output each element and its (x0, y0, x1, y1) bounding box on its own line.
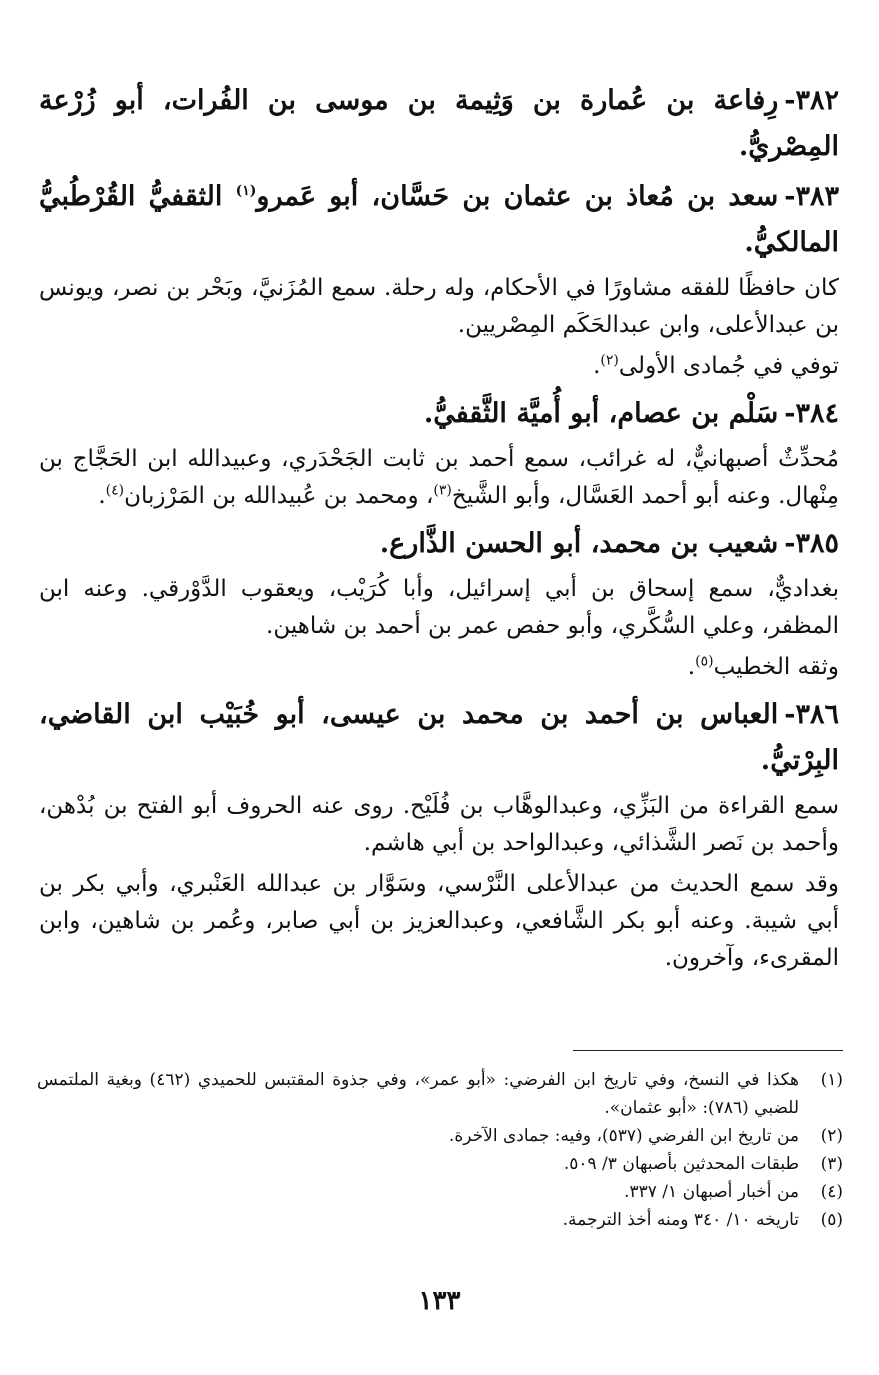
entry-text: . (593, 353, 601, 379)
footnote-item (37, 1150, 843, 1178)
entry-title: سعد بن مُعاذ بن عثمان بن حَسَّان، أبو عَمرو (256, 181, 779, 212)
entry-heading-386 (39, 692, 839, 784)
page-number: ١٣٣ (418, 1286, 461, 1316)
entry-heading-382 (39, 78, 839, 170)
entry-text: . (98, 483, 106, 509)
footnote-number: (٢) (820, 1126, 843, 1146)
entry-body-385: بغداديٌّ، سمع إسحاق بن أبي إسرائيل، وأبا كُرَيْب، ويعقوب الدَّوْرقي. وعنه ابن المظفر، وعلي السُّكَّري، وأبو حفص عمر بن أحمد بن شاهين. (39, 576, 839, 639)
footnote-ref[interactable]: (٤) (105, 482, 125, 499)
entry-number: ٣٨٢- (784, 85, 839, 116)
entry-text: وثقه الخطيب (713, 654, 839, 680)
main-text (39, 78, 839, 981)
entry-body-383: كان حافظًا للفقه مشاورًا في الأحكام، وله رحلة. سمع المُزَنيَّ، وبَحْر بن نصر، ويونس بن عبدالأعلى، وابن عبدالحَكَم المِصْريين. (39, 275, 839, 338)
footnote-text: طبقات المحدثين بأصبهان ٣/ ٥٠٩. (563, 1154, 799, 1174)
entry-number: ٣٨٣- (784, 181, 839, 212)
footnote-text: من تاريخ ابن الفرضي (٥٣٧)، وفيه: جمادى الآخرة. (448, 1126, 799, 1146)
entry-title: العباس بن أحمد بن محمد بن عيسى، أبو خُبَيْب ابن القاضي، البِرْتيُّ. (39, 699, 839, 776)
entry-body-383-death (39, 348, 839, 385)
footnote-ref[interactable]: (٥) (695, 653, 714, 670)
footnote-ref[interactable]: (٣) (433, 482, 452, 499)
footnote-item (37, 1206, 843, 1234)
entry-heading-384 (39, 391, 839, 437)
footnote-number: (٣) (820, 1154, 843, 1174)
footnote-text: تاريخه ١٠/ ٣٤٠ ومنه أخذ الترجمة. (562, 1210, 799, 1230)
entry-title: رِفاعة بن عُمارة بن وَثِيمة بن موسى بن الفُرات، أبو زُرْعة المِصْريُّ. (39, 85, 839, 162)
entry-body-385-trust (39, 649, 839, 686)
entry-title: سَلْم بن عصام، أبو أُميَّة الثَّقفيُّ. (423, 398, 779, 429)
footnote-number: (٥) (820, 1210, 843, 1230)
footnote-ref[interactable]: (٢) (600, 352, 619, 369)
footnote-number: (٤) (820, 1182, 843, 1202)
entry-title: شعيب بن محمد، أبو الحسن الذَّارع. (379, 528, 779, 559)
entry-heading-383 (39, 174, 839, 266)
entry-body-386-hadith: وقد سمع الحديث من عبدالأعلى النَّرْسي، وسَوَّار بن عبدالله العَنْبري، وأبي بكر بن أبي شيبة. وعنه أبو بكر الشَّافعي، وعبدالعزيز بن أبي صابر، وعُمر بن شاهين، وابن المقرىء، وآخرون. (39, 871, 839, 971)
footnote-text: من أخبار أصبهان ١/ ٣٣٧. (624, 1182, 799, 1202)
entry-number: ٣٨٥- (784, 528, 839, 559)
entry-text: . (687, 654, 696, 680)
footnote-text: هكذا في النسخ، وفي تاريخ ابن الفرضي: «أبو عمر»، وفي جذوة المقتبس للحميدي (٤٦٢) وبغية الملتمس للضبي (٧٨٦): «أبو عثمان». (37, 1070, 799, 1118)
footnote-number: (١) (820, 1070, 843, 1090)
footnote-item (37, 1066, 843, 1122)
footnote-ref[interactable]: (١) (235, 183, 257, 199)
footnote-item (37, 1122, 843, 1150)
footnote-item (37, 1178, 843, 1206)
entry-text: ، ومحمد بن عُبيدالله بن المَرْزبان (124, 483, 434, 509)
entry-number: ٣٨٤- (784, 398, 839, 429)
entry-number: ٣٨٦- (784, 699, 839, 730)
entry-body-384 (39, 441, 839, 515)
entry-body-386-reading: سمع القراءة من البَزِّي، وعبدالوهَّاب بن فُلَيْح. روى عنه الحروف أبو الفتح بن بُدْهن، وأحمد بن نَصر الشَّذائي، وعبدالواحد بن أبي هاشم. (39, 793, 839, 856)
entry-heading-385 (39, 521, 839, 567)
footnotes (37, 1066, 843, 1234)
footnote-divider (573, 1050, 843, 1051)
entry-title-cont: الثقفيُّ القُرْطُبيُّ المالكيُّ. (39, 181, 839, 258)
entry-text: مُحدِّثٌ أصبهانيٌّ، له غرائب، سمع أحمد بن ثابت الجَحْدَري، وعبيدالله ابن الحَجَّاج بن مِنْهال. وعنه أبو أحمد العَسَّال، وأبو الشَّيخ (39, 446, 839, 509)
entry-text: توفي في جُمادى الأولى (618, 353, 839, 379)
